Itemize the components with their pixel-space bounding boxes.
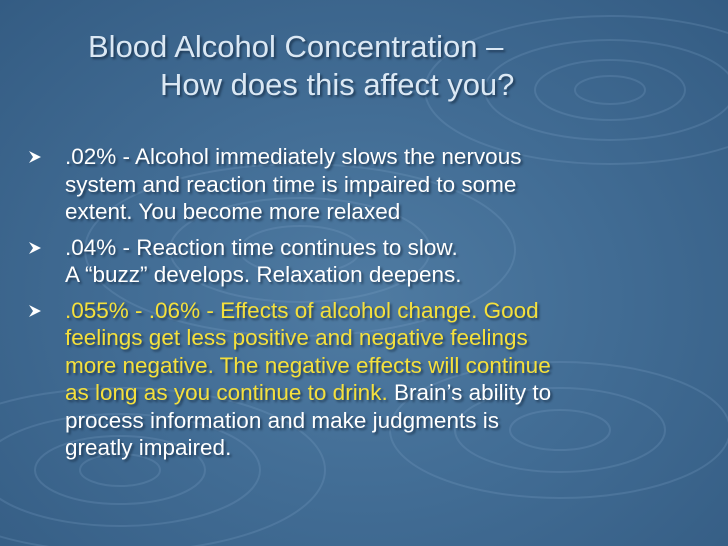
bullet-055-highlight-line-1: .055% - .06% - Effects of alcohol change. Good [65,297,539,323]
arrowhead-bullet-icon [28,150,42,164]
bullet-04-line-2: A “buzz” develops. Relaxation deepens. [65,262,462,287]
bullet-item-055 [28,297,718,462]
bullet-02-line-3: extent. You become more relaxed [65,199,401,224]
bullet-item-04 [28,234,718,289]
bullet-055-highlight-line-4: as long as you continue to drink. [65,380,388,405]
bullet-055-highlight-line-3: more negative. The negative effects will continue [65,352,551,378]
bullet-04-line-1: .04% - Reaction time continues to slow. [65,234,458,260]
arrowhead-bullet-icon [28,304,42,318]
bullet-055-line-5: process information and make judgments is [65,407,499,433]
bullet-02-line-2: system and reaction time is impaired to some [65,171,517,197]
arrowhead-bullet-icon [28,241,42,255]
bullet-02-line-1: .02% - Alcohol immediately slows the nervous [65,144,522,169]
bullet-list [28,143,718,470]
bullet-item-02 [28,143,718,226]
title-line-1: Blood Alcohol Concentration – [88,29,504,64]
bullet-055-line-4-rest: Brain’s ability to [387,380,552,405]
slide-title [88,28,514,104]
bullet-055-line-6: greatly impaired. [65,435,232,460]
bullet-055-highlight-line-2: feelings get less positive and negative feelings [65,325,528,350]
title-line-2: How does this affect you? [160,67,515,102]
